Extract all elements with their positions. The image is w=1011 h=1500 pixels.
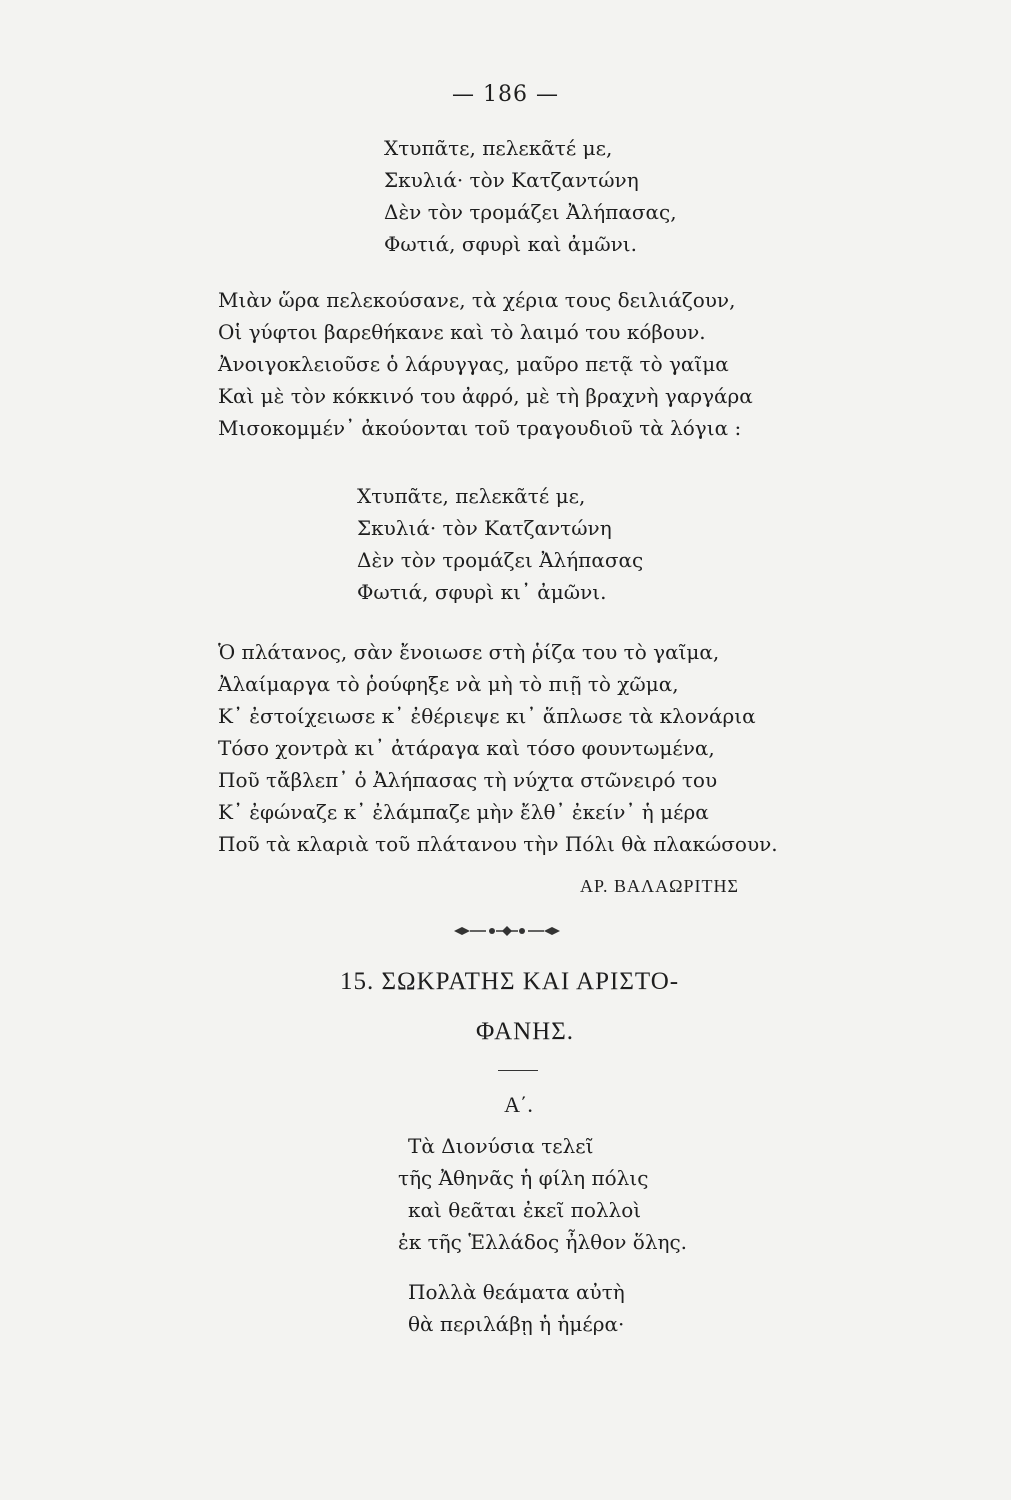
verse-line: Μισοκομμέν᾿ ἀκούονται τοῦ τραγουδιοῦ τὰ λόγια :	[218, 416, 742, 440]
part-label: Α΄.	[504, 1092, 533, 1117]
author-signature: ΑΡ. ΒΑΛΑΩΡΙΤΗΣ	[580, 876, 739, 896]
verse-line: Τόσο χοντρὰ κι᾿ ἀτάραγα καὶ τόσο φουντωμένα,	[218, 736, 715, 760]
verse-line: τῆς Ἀθηνᾶς ἡ φίλη πόλις	[398, 1166, 649, 1190]
verse-line: Μιὰν ὥρα πελεκούσανε, τὰ χέρια τους δειλιάζουν,	[218, 288, 736, 312]
verse-line: Ἀλαίμαργα τὸ ῥούφηξε νὰ μὴ τὸ πιῇ τὸ χῶμα,	[218, 672, 679, 696]
verse-line: Ποῦ τἄβλεπ᾿ ὁ Ἀλήπασας τὴ νύχτα στῶνειρό του	[218, 768, 718, 792]
verse-line: Δὲν τὸν τρομάζει Ἀλήπασας	[357, 548, 644, 572]
verse-line: Πολλὰ θεάματα αὐτὴ	[408, 1280, 625, 1304]
verse-line: Καὶ μὲ τὸν κόκκινό του ἀφρό, μὲ τὴ βραχνὴ γαργάρα	[218, 384, 753, 408]
section-title-continued: ΦΑΝΗΣ.	[476, 1018, 575, 1045]
page-number: — 186 —	[452, 82, 559, 107]
verse-line: Σκυλιά· τὸν Κατζαντώνη	[357, 516, 612, 540]
verse-line: Κ᾿ ἐφώναζε κ᾿ ἐλάμπαζε μὴν ἔλθ᾿ ἐκείν᾿ ἡ μέρα	[218, 800, 709, 824]
verse-line: Ἀνοιγοκλειοῦσε ὁ λάρυγγας, μαῦρο πετᾷ τὸ γαῖμα	[218, 352, 729, 376]
verse-line: Οἱ γύφτοι βαρεθήκανε καὶ τὸ λαιμό του κόβουν.	[218, 320, 706, 344]
ornament-divider-icon	[452, 924, 562, 938]
verse-line: Φωτιά, σφυρὶ καὶ ἀμῶνι.	[384, 232, 637, 256]
verse-line: Δὲν τὸν τρομάζει Ἀλήπασας,	[384, 200, 677, 224]
section-title: 15. ΣΩΚΡΑΤΗΣ ΚΑΙ ΑΡΙΣΤΟ-	[340, 968, 680, 995]
verse-line: Χτυπᾶτε, πελεκᾶτέ με,	[384, 136, 613, 160]
verse-line: ἐκ τῆς Ἑλλάδος ἦλθον ὅλης.	[398, 1230, 688, 1254]
verse-line: Σκυλιά· τὸν Κατζαντώνη	[384, 168, 639, 192]
verse-line: Κ᾿ ἐστοίχειωσε κ᾿ ἐθέριεψε κι᾿ ἅπλωσε τὰ κλονάρια	[218, 704, 756, 728]
verse-line: Ποῦ τὰ κλαριὰ τοῦ πλάτανου τὴν Πόλι θὰ πλακώσουν.	[218, 832, 778, 856]
verse-line: Φωτιά, σφυρὶ κι᾿ ἀμῶνι.	[357, 580, 607, 604]
verse-line: Ὁ πλάτανος, σὰν ἔνοιωσε στὴ ῥίζα του τὸ γαῖμα,	[218, 640, 720, 664]
title-underline	[498, 1070, 538, 1071]
verse-line: Τὰ Διονύσια τελεῖ	[408, 1134, 594, 1158]
verse-line: καὶ θεᾶται ἐκεῖ πολλοὶ	[408, 1198, 642, 1222]
verse-line: Χτυπᾶτε, πελεκᾶτέ με,	[357, 484, 586, 508]
verse-line: θὰ περιλάβῃ ἡ ἡμέρα·	[408, 1312, 625, 1336]
